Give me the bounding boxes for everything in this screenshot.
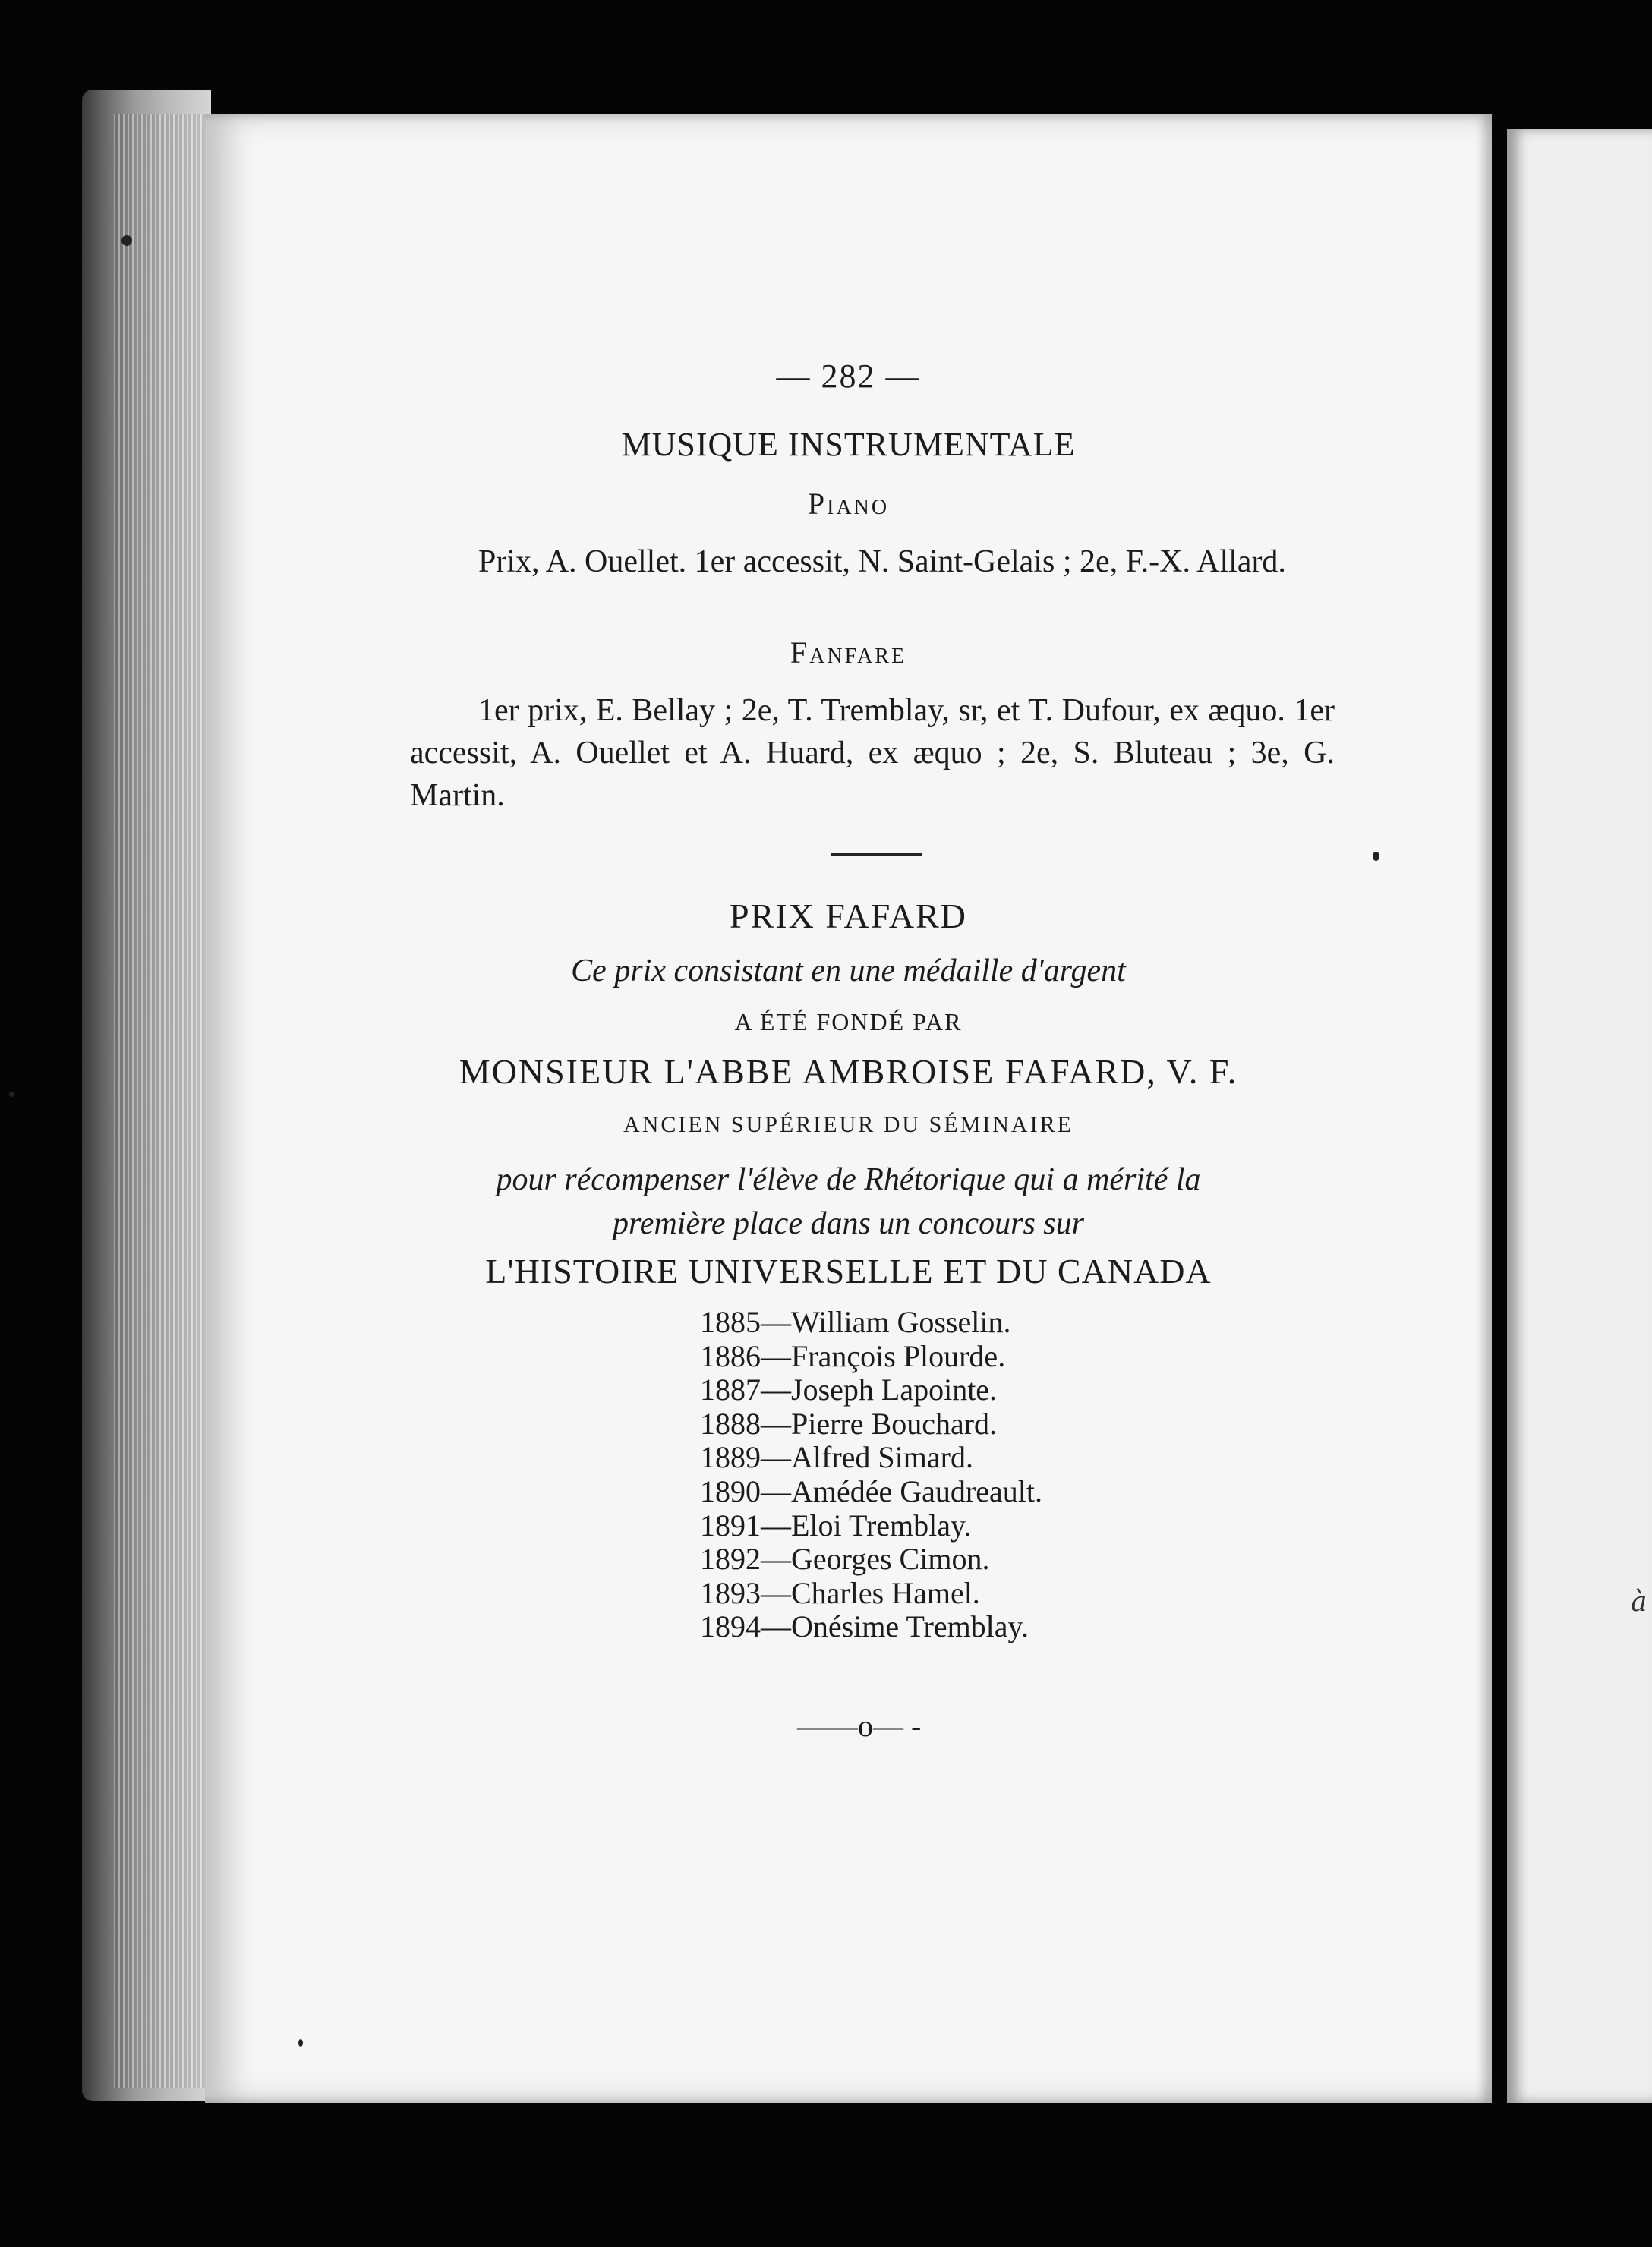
prize-purpose-line-1: pour récompenser l'élève de Rhétorique qui a mérité la — [496, 1162, 1201, 1197]
list-item: 1889—Alfred Simard. — [700, 1440, 973, 1475]
end-mark: ——o— - — [797, 1709, 922, 1743]
left-book-page — [205, 114, 1492, 2103]
right-page-text-fragment: à — [1631, 1587, 1647, 1618]
founded-by-label: A ÉTÉ FONDÉ PAR — [734, 1008, 963, 1035]
prize-purpose-line-2: première place dans un concours sur — [613, 1206, 1084, 1241]
piano-awards-paragraph: Prix, A. Ouellet. 1er accessit, N. Saint-Gelais ; 2e, F.-X. Allard. — [478, 544, 1286, 579]
list-item: 1894—Onésime Tremblay. — [700, 1609, 1029, 1644]
list-item: 1885—William Gosselin. — [700, 1305, 1011, 1339]
page-number: — 282 — — [776, 358, 921, 395]
list-item: 1886—François Plourde. — [700, 1338, 1006, 1373]
section-heading-instrumental-music: MUSIQUE INSTRUMENTALE — [621, 426, 1076, 463]
list-item: 1892—Georges Cimon. — [700, 1542, 990, 1577]
subheading-piano: Piano — [807, 487, 890, 521]
list-item: 1890—Amédée Gaudreault. — [700, 1473, 1042, 1508]
founder-name: MONSIEUR L'ABBE AMBROISE FAFARD, V. F. — [459, 1052, 1238, 1091]
dust-speck — [1373, 852, 1379, 861]
page-edges — [114, 114, 205, 2088]
founder-title: ANCIEN SUPÉRIEUR DU SÉMINAIRE — [623, 1112, 1073, 1137]
fanfare-awards-paragraph: 1er prix, E. Bellay ; 2e, T. Tremblay, sr, et T. Dufour, ex æquo. 1er accessit, A. Ouellet et A. Huard, ex æquo ; 2e, S. Bluteau ; 3e, G. Martin. — [410, 693, 1335, 813]
dust-speck — [298, 2039, 303, 2047]
list-item: 1887—Joseph Lapointe. — [700, 1372, 998, 1407]
list-item: 1891—Eloi Tremblay. — [700, 1508, 972, 1543]
list-item: 1893—Charles Hamel. — [700, 1575, 980, 1610]
prize-subject: L'HISTOIRE UNIVERSELLE ET DU CANADA — [485, 1252, 1212, 1291]
prize-title: PRIX FAFARD — [730, 897, 967, 935]
list-item: 1888—Pierre Bouchard. — [700, 1406, 998, 1441]
right-book-page — [1507, 129, 1652, 2103]
prize-description: Ce prix consistant en une médaille d'argent — [571, 953, 1126, 988]
dust-speck — [121, 235, 132, 246]
subheading-fanfare: Fanfare — [790, 635, 907, 670]
dust-speck — [9, 1092, 14, 1097]
section-divider — [831, 853, 922, 856]
winners-list — [700, 1306, 1042, 1644]
